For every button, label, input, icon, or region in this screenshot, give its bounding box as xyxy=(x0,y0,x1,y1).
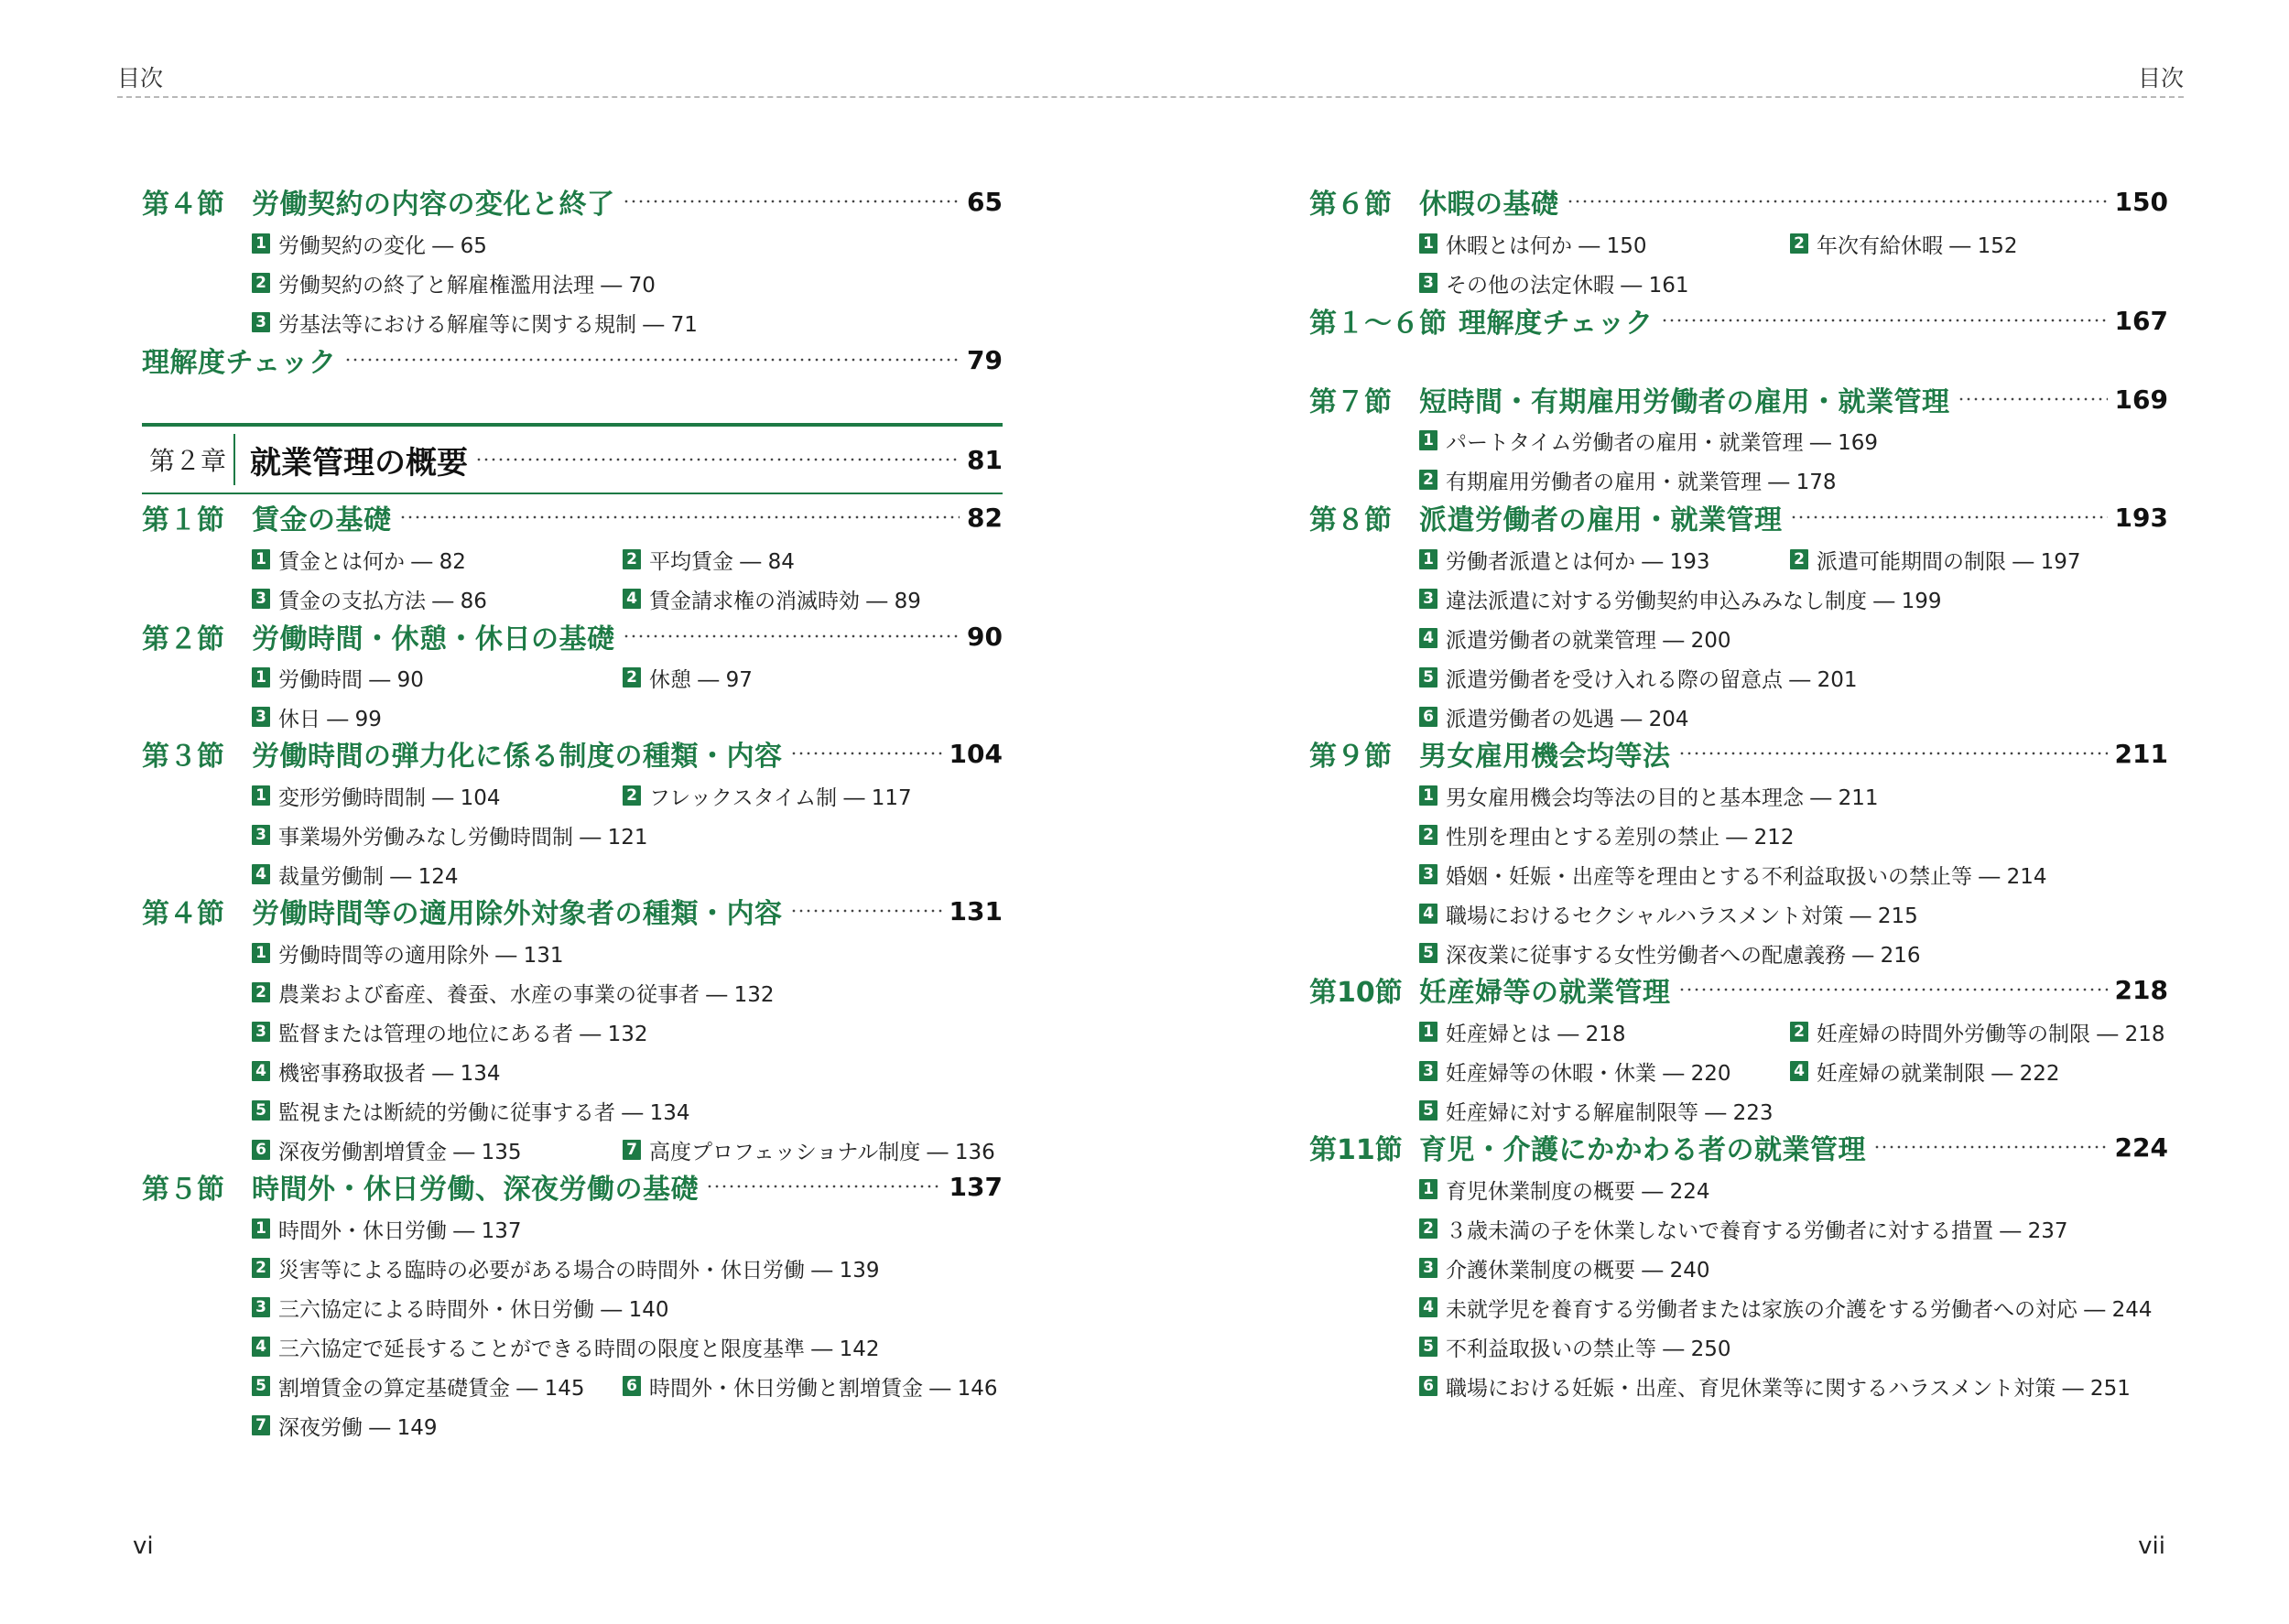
item-number-badge: 5 xyxy=(1419,1337,1437,1357)
toc-item[interactable] xyxy=(252,1370,585,1402)
toc-item[interactable] xyxy=(1790,1015,2165,1048)
item-text: 事業場外労働みなし労働時間制 ― 121 xyxy=(278,825,648,850)
item-text: 監視または断続的労働に従事する者 ― 134 xyxy=(278,1100,690,1125)
toc-item-row xyxy=(1309,543,2168,576)
dot-leader xyxy=(344,358,960,362)
section-number: 第７節 xyxy=(1309,386,1392,418)
section-title: 理解度チェック xyxy=(1459,308,1654,340)
section-title: 賃金の基礎 xyxy=(252,504,392,536)
dot-leader xyxy=(1567,200,2108,203)
toc-item[interactable] xyxy=(1419,227,1647,260)
toc-item[interactable] xyxy=(1309,424,2168,457)
item-text: 婚姻・妊娠・出産等を理由とする不利益取扱いの禁止等 ― 214 xyxy=(1446,864,2047,889)
toc-item[interactable] xyxy=(1309,1291,2168,1324)
item-number-badge: 1 xyxy=(252,943,270,963)
toc-item-row xyxy=(1309,1055,2168,1088)
page-number: 131 xyxy=(949,895,1003,926)
section-title: 妊産婦等の就業管理 xyxy=(1419,977,1671,1009)
section-number: 第11節 xyxy=(1309,1134,1403,1166)
item-number-badge: 4 xyxy=(1790,1061,1808,1081)
section-heading[interactable] xyxy=(1309,1129,2168,1165)
toc-item[interactable] xyxy=(142,818,1003,851)
section-number: 第１～６節 xyxy=(1309,308,1447,340)
item-text: 派遣労働者の就業管理 ― 200 xyxy=(1446,628,1731,653)
section-title: 労働時間の弾力化に係る制度の種類・内容 xyxy=(252,741,783,773)
review-check-heading[interactable] xyxy=(142,341,1003,378)
toc-item[interactable] xyxy=(142,1409,1003,1442)
item-number-badge: 2 xyxy=(252,273,270,293)
item-number-badge: 3 xyxy=(1419,589,1437,609)
item-text: 職場における妊娠・出産、育児休業等に関するハラスメント対策 ― 251 xyxy=(1446,1376,2131,1401)
toc-item[interactable] xyxy=(1309,582,2168,615)
toc-item[interactable] xyxy=(142,858,1003,891)
toc-item-row xyxy=(142,661,1003,694)
section-number: 第８節 xyxy=(1309,504,1392,536)
toc-item[interactable] xyxy=(1309,1370,2168,1402)
item-number-badge: 1 xyxy=(252,1218,270,1239)
page-number: 169 xyxy=(2114,384,2168,415)
item-number-badge: 3 xyxy=(252,312,270,332)
item-text: パートタイム労働者の雇用・就業管理 ― 169 xyxy=(1446,430,1879,455)
toc-item[interactable] xyxy=(142,1291,1003,1324)
toc-item[interactable] xyxy=(142,1251,1003,1284)
item-number-badge: 2 xyxy=(1790,549,1808,569)
dot-leader xyxy=(706,1185,942,1188)
item-text: 年次有給休暇 ― 152 xyxy=(1817,233,2018,258)
toc-item[interactable] xyxy=(1309,1251,2168,1284)
item-number-badge: 2 xyxy=(623,667,641,687)
item-number-badge: 3 xyxy=(1419,1258,1437,1278)
section-number: 第９節 xyxy=(1309,741,1392,773)
page-number: 218 xyxy=(2114,974,2168,1005)
item-text: 深夜労働 ― 149 xyxy=(278,1415,438,1440)
section-heading[interactable] xyxy=(142,499,1003,536)
item-text: 労働時間等の適用除外 ― 131 xyxy=(278,943,564,968)
item-text: 不利益取扱いの禁止等 ― 250 xyxy=(1446,1337,1731,1361)
item-text: 妊産婦の時間外労働等の制限 ― 218 xyxy=(1817,1022,2165,1046)
toc-item[interactable] xyxy=(1419,543,1710,576)
toc-item[interactable] xyxy=(623,543,795,576)
chapter-heading[interactable] xyxy=(142,423,1003,494)
item-text: 派遣労働者の処遇 ― 204 xyxy=(1446,707,1689,731)
item-text: 労働者派遣とは何か ― 193 xyxy=(1446,549,1710,574)
item-text: 休憩 ― 97 xyxy=(649,667,753,692)
toc-item[interactable] xyxy=(1309,818,2168,851)
item-text: 労働時間 ― 90 xyxy=(278,667,424,692)
item-text: 賃金請求権の消滅時効 ― 89 xyxy=(649,589,921,613)
item-text: 介護休業制度の概要 ― 240 xyxy=(1446,1258,1710,1283)
page-number: 150 xyxy=(2114,186,2168,217)
item-number-badge: 4 xyxy=(1419,628,1437,648)
section-heading[interactable] xyxy=(1309,381,2168,417)
toc-item[interactable] xyxy=(252,1133,522,1166)
page-number: 167 xyxy=(2114,305,2168,336)
dot-leader xyxy=(475,458,960,461)
toc-item[interactable] xyxy=(142,700,1003,733)
toc-item[interactable] xyxy=(1309,1173,2168,1206)
item-number-badge: 3 xyxy=(1419,273,1437,293)
item-text: 有期雇用労働者の雇用・就業管理 ― 178 xyxy=(1446,470,1837,494)
section-number: 第10節 xyxy=(1309,977,1403,1009)
section-heading[interactable] xyxy=(142,618,1003,655)
toc-item[interactable] xyxy=(623,1133,995,1166)
item-number-badge: 2 xyxy=(252,982,270,1002)
item-text: 賃金とは何か ― 82 xyxy=(278,549,466,574)
toc-item[interactable] xyxy=(1309,858,2168,891)
item-number-badge: 6 xyxy=(623,1376,641,1396)
section-title: 男女雇用機会均等法 xyxy=(1419,741,1671,773)
section-title: 労働契約の内容の変化と終了 xyxy=(252,189,615,221)
toc-item[interactable] xyxy=(1309,1212,2168,1245)
toc-item[interactable] xyxy=(623,1370,998,1402)
page-number: 65 xyxy=(967,186,1003,217)
item-text: 深夜業に従事する女性労働者への配慮義務 ― 216 xyxy=(1446,943,1921,968)
toc-item[interactable] xyxy=(1790,1055,2060,1088)
item-text: 妊産婦に対する解雇制限等 ― 223 xyxy=(1446,1100,1774,1125)
toc-item[interactable] xyxy=(1309,661,2168,694)
dot-leader xyxy=(1678,752,2108,755)
page-number: 224 xyxy=(2114,1131,2168,1163)
section-number: 第６節 xyxy=(1309,189,1392,221)
item-number-badge: 1 xyxy=(252,785,270,806)
section-title: 労働時間等の適用除外対象者の種類・内容 xyxy=(252,898,783,930)
section-heading[interactable] xyxy=(142,735,1003,772)
item-number-badge: 7 xyxy=(623,1140,641,1160)
page-folio-left: vi xyxy=(133,1532,154,1560)
toc-item-row xyxy=(142,1370,1003,1402)
section-heading[interactable] xyxy=(142,183,1003,220)
item-text: 平均賃金 ― 84 xyxy=(649,549,795,574)
toc-item[interactable] xyxy=(252,582,487,615)
toc-item[interactable] xyxy=(1309,1094,2168,1127)
section-number: 第３節 xyxy=(142,741,224,773)
page-number: 137 xyxy=(949,1171,1003,1202)
item-text: 休日 ― 99 xyxy=(278,707,382,731)
toc-item[interactable] xyxy=(1309,463,2168,496)
item-number-badge: 2 xyxy=(1790,1022,1808,1042)
item-text: 機密事務取扱者 ― 134 xyxy=(278,1061,501,1086)
section-title: 時間外・休日労働、深夜労働の基礎 xyxy=(252,1174,699,1206)
toc-item[interactable] xyxy=(1309,779,2168,812)
item-text: 時間外・休日労働と割増賃金 ― 146 xyxy=(649,1376,998,1401)
item-number-badge: 3 xyxy=(252,1297,270,1317)
section-heading[interactable] xyxy=(1309,499,2168,536)
toc-item[interactable] xyxy=(1790,543,2081,576)
item-text: 裁量労働制 ― 124 xyxy=(278,864,459,889)
item-text: 深夜労働割増賃金 ― 135 xyxy=(278,1140,522,1164)
item-number-badge: 2 xyxy=(1790,233,1808,254)
toc-item[interactable] xyxy=(1309,266,2168,299)
toc-item-row xyxy=(1309,227,2168,260)
item-text: 男女雇用機会均等法の目的と基本理念 ― 211 xyxy=(1446,785,1879,810)
page-number: 193 xyxy=(2114,502,2168,533)
dot-leader xyxy=(1790,515,2108,519)
item-number-badge: 4 xyxy=(252,1061,270,1081)
item-number-badge: 1 xyxy=(252,667,270,687)
page-number: 79 xyxy=(967,344,1003,375)
item-number-badge: 3 xyxy=(1419,1061,1437,1081)
toc-item-row xyxy=(142,543,1003,576)
item-number-badge: 4 xyxy=(252,1337,270,1357)
page-number: 104 xyxy=(949,738,1003,769)
item-number-badge: 5 xyxy=(1419,943,1437,963)
header-rule xyxy=(117,96,2184,98)
page-number: 82 xyxy=(967,502,1003,533)
section-number: 第１節 xyxy=(142,504,224,536)
review-check-heading[interactable] xyxy=(1309,302,2168,339)
item-text: 性別を理由とする差別の禁止 ― 212 xyxy=(1446,825,1795,850)
toc-item[interactable] xyxy=(623,661,753,694)
item-number-badge: 1 xyxy=(1419,549,1437,569)
toc-item-row xyxy=(1309,1015,2168,1048)
toc-item[interactable] xyxy=(142,266,1003,299)
section-title: 派遣労働者の雇用・就業管理 xyxy=(1419,504,1783,536)
item-text: 高度プロフェッショナル制度 ― 136 xyxy=(649,1140,995,1164)
item-number-badge: 5 xyxy=(252,1376,270,1396)
dot-leader xyxy=(1678,988,2108,991)
item-number-badge: 6 xyxy=(252,1140,270,1160)
item-number-badge: 1 xyxy=(252,233,270,254)
toc-item[interactable] xyxy=(623,779,912,812)
item-text: フレックスタイム制 ― 117 xyxy=(649,785,912,810)
toc-item[interactable] xyxy=(142,1055,1003,1088)
item-text: その他の法定休暇 ― 161 xyxy=(1446,273,1689,298)
dot-leader xyxy=(790,909,942,913)
section-title: 労働時間・休憩・休日の基礎 xyxy=(252,623,615,655)
toc-item[interactable] xyxy=(142,1212,1003,1245)
item-number-badge: 3 xyxy=(252,1022,270,1042)
item-text: ３歳未満の子を休業しないで養育する労働者に対する措置 ― 237 xyxy=(1446,1218,2068,1243)
item-text: 派遣可能期間の制限 ― 197 xyxy=(1817,549,2081,574)
item-text: 労働契約の終了と解雇権濫用法理 ― 70 xyxy=(278,273,656,298)
toc-item[interactable] xyxy=(1309,1330,2168,1363)
toc-item-row xyxy=(142,1133,1003,1166)
item-text: 労基法等における解雇等に関する規制 ― 71 xyxy=(278,312,698,337)
toc-item[interactable] xyxy=(142,306,1003,339)
toc-item[interactable] xyxy=(623,582,921,615)
item-number-badge: 5 xyxy=(1419,667,1437,687)
page-number: 90 xyxy=(967,621,1003,652)
toc-item[interactable] xyxy=(142,1015,1003,1048)
section-heading[interactable] xyxy=(1309,971,2168,1008)
toc-item-row xyxy=(142,779,1003,812)
item-number-badge: 1 xyxy=(1419,785,1437,806)
item-number-badge: 2 xyxy=(1419,825,1437,845)
item-number-badge: 2 xyxy=(1419,1218,1437,1239)
section-number: 第４節 xyxy=(142,898,224,930)
item-text: 賃金の支払方法 ― 86 xyxy=(278,589,487,613)
item-number-badge: 4 xyxy=(1419,1297,1437,1317)
item-text: 休暇とは何か ― 150 xyxy=(1446,233,1647,258)
item-number-badge: 1 xyxy=(1419,1179,1437,1199)
toc-item[interactable] xyxy=(1790,227,2018,260)
page-number: 81 xyxy=(967,444,1003,475)
toc-item[interactable] xyxy=(252,661,424,694)
section-title: 休暇の基礎 xyxy=(1419,189,1559,221)
section-title: 理解度チェック xyxy=(142,347,337,379)
section-heading[interactable] xyxy=(142,893,1003,929)
section-number: 第２節 xyxy=(142,623,224,655)
toc-item[interactable] xyxy=(1309,897,2168,930)
section-number: 第５節 xyxy=(142,1174,224,1206)
section-title: 短時間・有期雇用労働者の雇用・就業管理 xyxy=(1419,386,1950,418)
item-text: 育児休業制度の概要 ― 224 xyxy=(1446,1179,1710,1204)
dot-leader xyxy=(1661,319,2108,322)
item-text: 三六協定による時間外・休日労働 ― 140 xyxy=(278,1297,669,1322)
item-text: 農業および畜産、養蚕、水産の事業の従事者 ― 132 xyxy=(278,982,775,1007)
section-heading[interactable] xyxy=(142,1168,1003,1205)
item-text: 妊産婦とは ― 218 xyxy=(1446,1022,1626,1046)
chapter-title: 就業管理の概要 xyxy=(250,444,468,482)
item-number-badge: 3 xyxy=(1419,864,1437,884)
item-number-badge: 1 xyxy=(252,549,270,569)
toc-item[interactable] xyxy=(252,543,466,576)
toc-item[interactable] xyxy=(1309,622,2168,655)
toc-item[interactable] xyxy=(252,779,501,812)
item-number-badge: 5 xyxy=(252,1100,270,1121)
toc-item[interactable] xyxy=(142,1094,1003,1127)
dot-leader xyxy=(623,634,960,638)
item-text: 妊産婦の就業制限 ― 222 xyxy=(1817,1061,2060,1086)
item-text: 職場におけるセクシャルハラスメント対策 ― 215 xyxy=(1446,904,1918,928)
item-number-badge: 4 xyxy=(252,864,270,884)
item-number-badge: 3 xyxy=(252,825,270,845)
item-text: 災害等による臨時の必要がある場合の時間外・休日労働 ― 139 xyxy=(278,1258,880,1283)
chapter-label: 第２章 xyxy=(142,434,235,485)
dot-leader xyxy=(790,752,942,755)
toc-item[interactable] xyxy=(1419,1015,1626,1048)
toc-item[interactable] xyxy=(142,937,1003,969)
item-text: 三六協定で延長することができる時間の限度と限度基準 ― 142 xyxy=(278,1337,880,1361)
toc-item-row xyxy=(142,582,1003,615)
toc-item[interactable] xyxy=(142,976,1003,1009)
item-text: 妊産婦等の休暇・休業 ― 220 xyxy=(1446,1061,1731,1086)
item-number-badge: 4 xyxy=(623,589,641,609)
item-text: 労働契約の変化 ― 65 xyxy=(278,233,487,258)
page-folio-right: vii xyxy=(2138,1532,2165,1560)
dot-leader xyxy=(399,515,960,519)
item-number-badge: 2 xyxy=(252,1258,270,1278)
item-number-badge: 5 xyxy=(1419,1100,1437,1121)
toc-item[interactable] xyxy=(142,227,1003,260)
item-text: 割増賃金の算定基礎賃金 ― 145 xyxy=(278,1376,585,1401)
section-number: 第４節 xyxy=(142,189,224,221)
item-number-badge: 1 xyxy=(1419,430,1437,450)
running-header-right: 目次 xyxy=(2137,65,2184,92)
item-number-badge: 1 xyxy=(1419,1022,1437,1042)
toc-item[interactable] xyxy=(1309,700,2168,733)
dot-leader xyxy=(1958,397,2108,401)
section-title: 育児・介護にかかわる者の就業管理 xyxy=(1419,1134,1866,1166)
item-number-badge: 7 xyxy=(252,1415,270,1435)
item-text: 違法派遣に対する労働契約申込みみなし制度 ― 199 xyxy=(1446,589,1942,613)
toc-item[interactable] xyxy=(142,1330,1003,1363)
item-number-badge: 2 xyxy=(1419,470,1437,490)
item-text: 時間外・休日労働 ― 137 xyxy=(278,1218,522,1243)
dot-leader xyxy=(623,200,960,203)
running-header-left: 目次 xyxy=(117,65,164,92)
item-number-badge: 3 xyxy=(252,589,270,609)
page-number: 211 xyxy=(2114,738,2168,769)
item-number-badge: 3 xyxy=(252,707,270,727)
item-number-badge: 1 xyxy=(1419,233,1437,254)
toc-item[interactable] xyxy=(1419,1055,1731,1088)
item-text: 変形労働時間制 ― 104 xyxy=(278,785,501,810)
section-heading[interactable] xyxy=(1309,183,2168,220)
item-number-badge: 4 xyxy=(1419,904,1437,924)
item-text: 監督または管理の地位にある者 ― 132 xyxy=(278,1022,648,1046)
dot-leader xyxy=(1873,1145,2108,1149)
item-number-badge: 6 xyxy=(1419,707,1437,727)
toc-item[interactable] xyxy=(1309,937,2168,969)
item-text: 未就学児を養育する労働者または家族の介護をする労働者への対応 ― 244 xyxy=(1446,1297,2153,1322)
item-number-badge: 6 xyxy=(1419,1376,1437,1396)
item-number-badge: 2 xyxy=(623,785,641,806)
item-text: 派遣労働者を受け入れる際の留意点 ― 201 xyxy=(1446,667,1858,692)
section-heading[interactable] xyxy=(1309,735,2168,772)
item-number-badge: 2 xyxy=(623,549,641,569)
